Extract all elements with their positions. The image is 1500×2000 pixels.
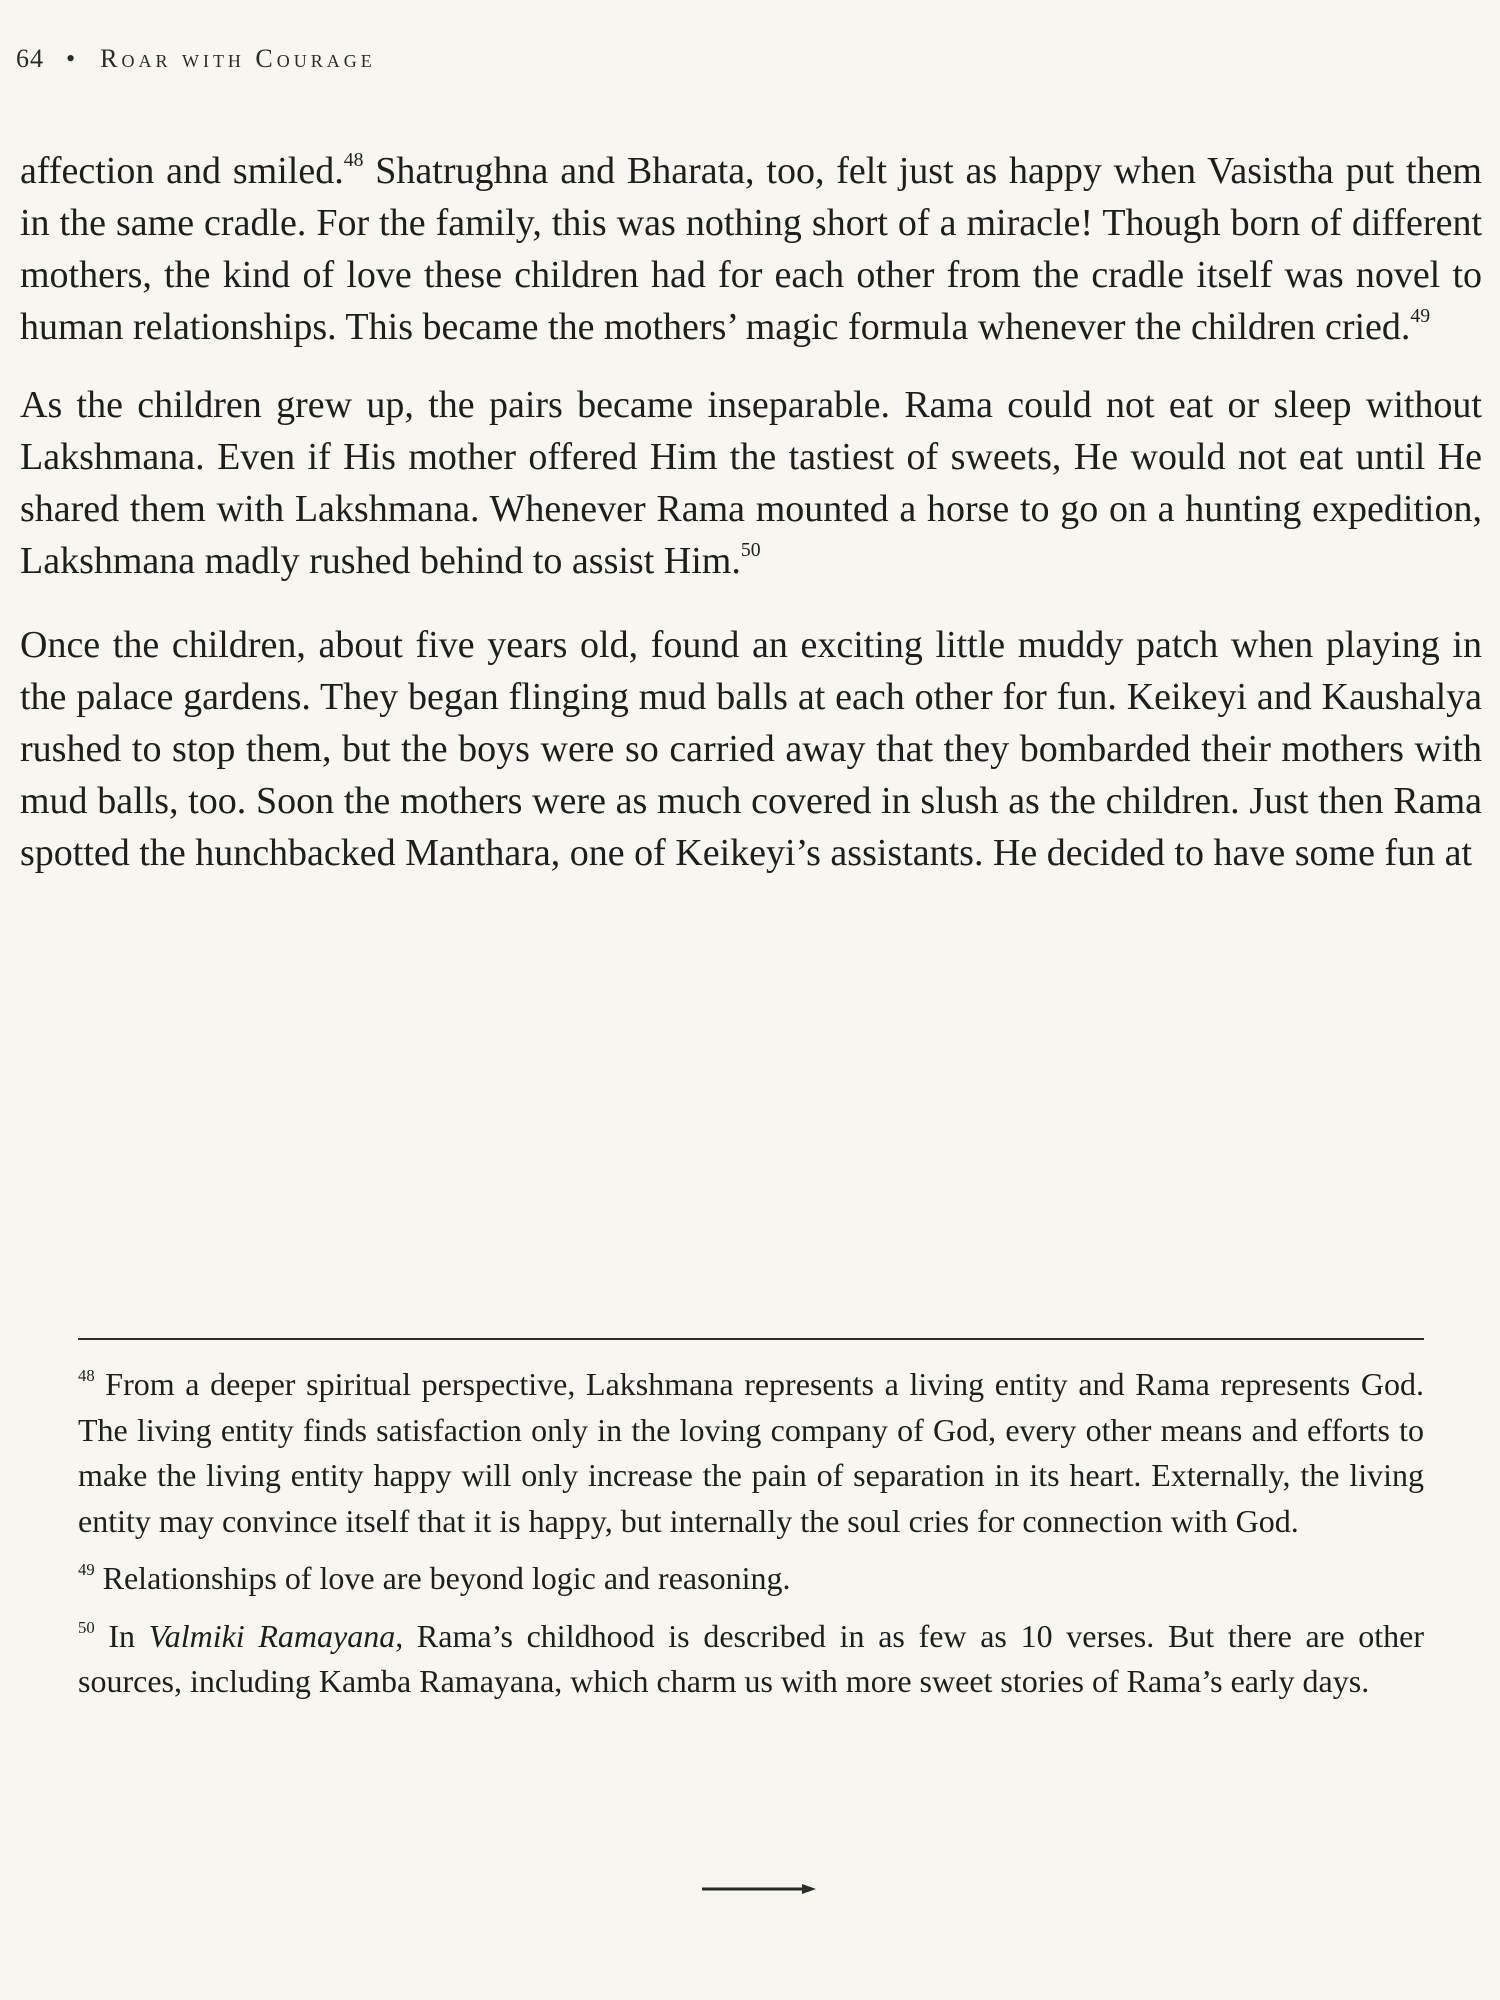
main-text	[20, 145, 1482, 879]
paragraph	[20, 379, 1482, 587]
footnote-number: 49	[78, 1559, 95, 1579]
footnote-number: 48	[78, 1365, 95, 1385]
footnotes	[78, 1362, 1424, 1717]
footnote	[78, 1556, 1424, 1602]
text-run: Once the children, about five years old, found an exciting little muddy patch when playing in the palace gardens. They began flinging mud balls at each other for fun. Keikeyi and Kaushalya rushed to stop them, but the boys were so carried away that they bombarded their mothers with mud balls, too. Soon the mothers were as much covered in slush as the children. Just then Rama spotted the hunchbacked Manthara, one of Keikeyi’s assistants. He decided to have some fun at	[20, 624, 1482, 874]
page-number: 64	[16, 44, 44, 73]
text-run: As the children grew up, the pairs became inseparable. Rama could not eat or sleep without Lakshmana. Even if His mother offered Him the tastiest of sweets, He would not eat until He shared them with Lakshmana. Whenever Rama mounted a horse to go on a hunting expedition, Lakshmana madly rushed behind to assist Him.	[20, 384, 1482, 582]
footnote-divider	[78, 1338, 1424, 1340]
footnote-ref: 50	[740, 539, 761, 562]
text-run: Relationships of love are beyond logic and reasoning.	[102, 1560, 791, 1596]
book-title: Roar with Courage	[100, 44, 376, 73]
text-run: , Rama’s childhood is described in as few as 10 verses. But there are other sources, including Kamba Ramayana, which charm us with more sweet stories of Rama’s early days.	[78, 1617, 1425, 1699]
footnote	[78, 1362, 1424, 1544]
running-header	[16, 44, 376, 74]
paragraph	[20, 619, 1482, 879]
paragraph	[20, 145, 1482, 353]
footnote-number: 50	[78, 1617, 95, 1637]
footnote-ref: 49	[1410, 305, 1431, 328]
text-run: In	[108, 1617, 149, 1654]
footnote-ref: 48	[343, 149, 364, 172]
text-run: Shatrughna and Bharata, too, felt just as happy when Vasistha put them in the same cradle. For the family, this was nothing short of a miracle! Though born of different mothers, the kind of love these children had for each other from the cradle itself was novel to human relationships. This became the mothers’ magic formula whenever the children cried.	[20, 150, 1482, 348]
arrow-divider-icon	[700, 1882, 818, 1901]
header-separator: •	[66, 44, 79, 73]
italic-title: Valmiki Ramayana	[148, 1617, 396, 1654]
text-run: From a deeper spiritual perspective, Lakshmana represents a living entity and Rama represents God. The living entity finds satisfaction only in the loving company of God, every other means and efforts to make the living entity happy will only increase the pain of separation in its heart. Externally, the living entity may convince itself that it is happy, but internally the soul cries for connection with God.	[78, 1366, 1425, 1539]
text-run: affection and smiled.	[20, 150, 344, 192]
footnote	[78, 1614, 1424, 1705]
